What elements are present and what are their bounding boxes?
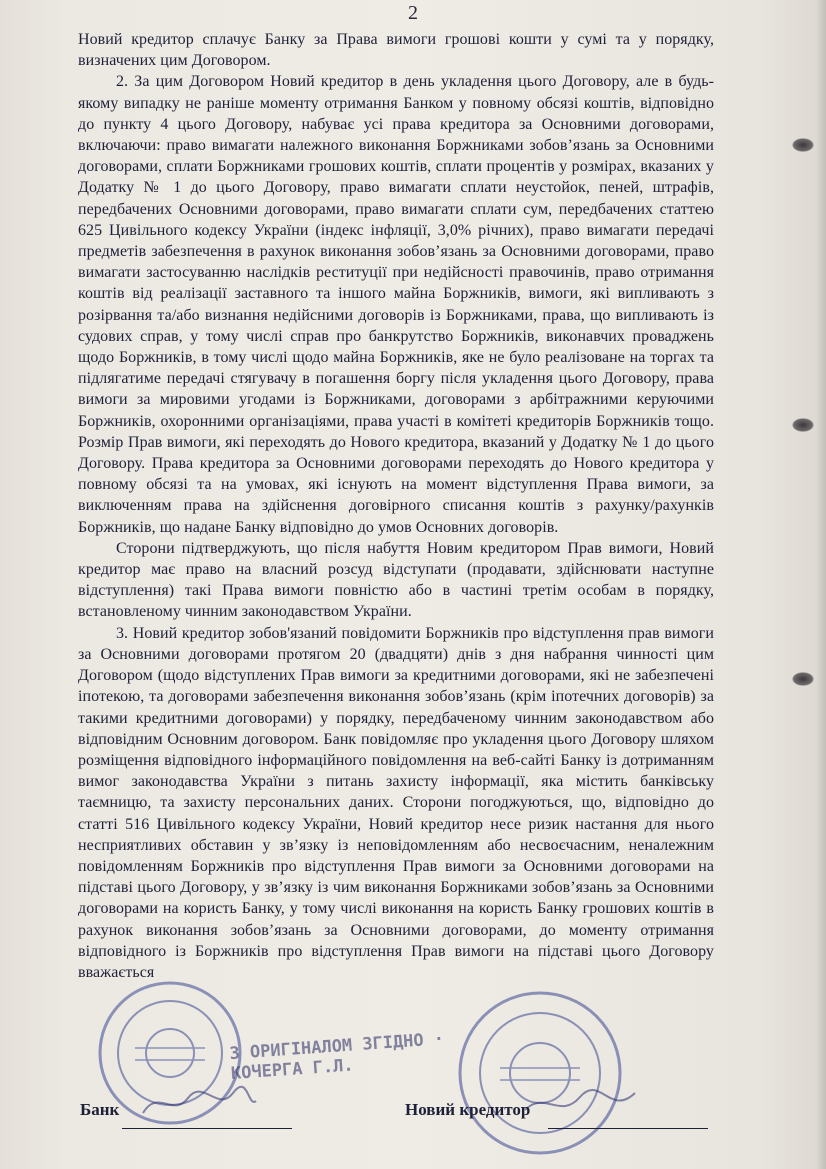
paragraph-clause-2: 2. За цим Договором Новий кредитор в день укладення цього Договору, але в будь-якому випадку не раніше моменту отримання Банком у повному обсязі коштів, відповідно до пункту 4 цього Договору, набуває усі права кредитора за Основними договорами, включаючи: право вимагати належного виконання Боржниками зобов’язань за Основними договорами, сплати Боржниками грошових коштів, сплати процентів у розмірах, вказаних у Додатку № 1 до цього Договору, право вимагати сплати неустойок, пеней, штрафів, передбачених Основними договорами, право вимагати сплати сум, передбачених статтею 625 Цивільного кодексу України (індекс інфляції, 3,0% річних), право вимагати передачі предметів забезпечення в рахунок виконання зобов’язань за Основними договорами, право вимагати застосуванню наслідків реституції при недійсності правочинів, право отримання коштів від реалізації заставного та іншого майна Боржників, вимоги, які випливають з розірвання та/або визнання недійсними договорів із Боржниками, права, що випливають із судових справ, у тому числі справ про банкрутство Боржників, виконавчих проваджень щодо Боржників, в тому числі щодо майна Боржників, яке не було реалізоване на торгах та підлягатиме передачі стягувачу в погашення боргу після укладення цього Договору, права вимоги за мировими угодами із Боржниками, договорами з арбітражними керуючими Боржників, охоронними організаціями, права участі в комітеті кредиторів Боржників тощо. Розмір Прав вимоги, які переходять до Нового кредитора, вказаний у Додатку № 1 до цього Договору. Права кредитора за Основними договорами переходять до Нового кредитора у повному обсязі та на умовах, які існують на момент відступлення Права вимоги, за виключенням права на здійснення договірного списання коштів з рахунку/рахунків Боржників, що надане Банку відповідно до умов Основних договорів.: [78, 73, 714, 536]
new-creditor-signature-line: [548, 1128, 708, 1129]
bank-signature-label: Банк: [80, 1100, 120, 1119]
page-number: 2: [408, 2, 418, 24]
paragraph-parties-confirm: Сторони підтверджують, що після набуття Новим кредитором Прав вимоги, Новий кредитор має право на власний розсуд відступати (продавати, здійснювати наступне відступлення) такі Права вимоги повністю або в частині третім особам в порядку, встановленому чинним законодавством України.: [78, 539, 714, 621]
certified-copy-stamp: З ОРИГІНАЛОМ ЗГІДНО · КОЧЕРГА Г.Л.: [228, 1029, 445, 1085]
new-creditor-signature-label: Новий кредитор: [405, 1100, 531, 1119]
paragraph-clause-3: 3. Новий кредитор зобов'язаний повідомити Боржників про відступлення прав вимоги за Основними договорами протягом 20 (двадцяти) днів з дня набрання чинності цим Договором (щодо відступлених Прав вимоги за кредитними договорами, які не забезпечені іпотекою, та договорами забезпечення виконання зобов’язань (крім іпотечних договорів) за такими кредитними договорами) у порядку, передбаченому чинним законодавством або відповідним Основним договором. Банк повідомляє про укладення цього Договору шляхом розміщення відповідного інформаційного повідомлення на веб-сайті Банку із дотриманням вимог законодавства України з питань захисту інформації, яка містить банківську таємницю, та захисту персональних даних. Сторони погоджуються, що, відповідно до статті 516 Цивільного кодексу України, Новий кредитор несе ризик настання для нього несприятливих обставин у зв’язку із неповідомленням або несвоєчасним, неналежним повідомленням Боржників про відступлення Прав вимоги за Основними договорами на підставі цього Договору, у зв’язку із чим виконання Боржниками зобов’язань за Основними договорами на користь Банку, у тому числі виконання на користь Банку грошових коштів в рахунок виконання зобов’язань за Основними договорами, до моменту отримання відповідного із Боржників про відступлення Прав вимоги на підставі цього Договору вважається: [78, 624, 714, 981]
binder-hole-icon: [792, 138, 814, 152]
paragraph-intro: Новий кредитор сплачує Банку за Права вимоги грошові кошти у сумі та у порядку, визначених цим Договором.: [78, 31, 714, 70]
signature-block: [80, 1100, 740, 1140]
page-edge-shadow: [816, 0, 826, 1169]
contract-text: [78, 29, 714, 983]
bank-signature-line: [122, 1128, 292, 1129]
binder-hole-icon: [792, 672, 814, 686]
binder-hole-icon: [792, 418, 814, 432]
